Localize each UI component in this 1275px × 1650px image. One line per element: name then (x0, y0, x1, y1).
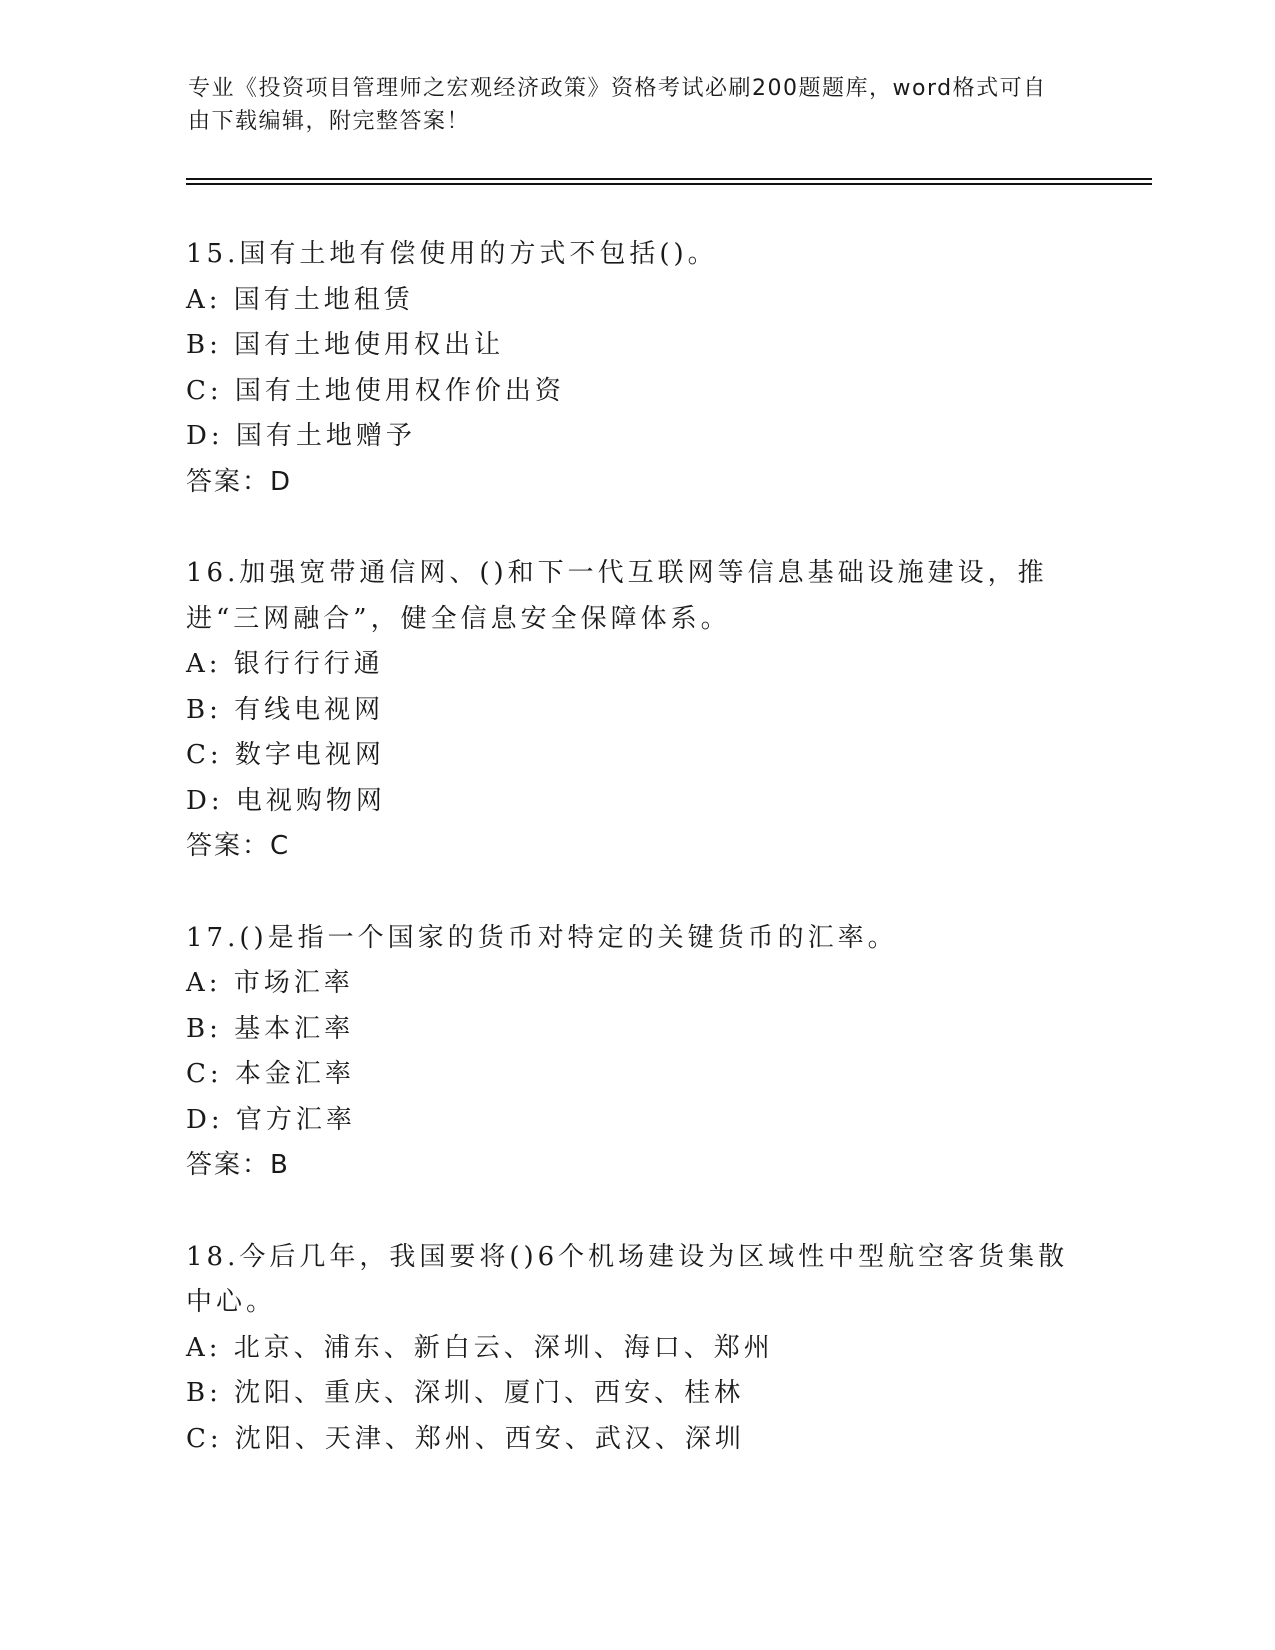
question-17 (186, 916, 1086, 1189)
question-stem: 17.()是指一个国家的货币对特定的关键货币的汇率。 (186, 922, 898, 953)
question-stem: 15.国有土地有偿使用的方式不包括()。 (186, 239, 718, 269)
option-b: B: 有线电视网 (186, 694, 385, 725)
question-list (186, 232, 1086, 1508)
question-stem: 18.今后几年，我国要将()6个机场建设为区域性中型航空客货集散中心。 (186, 1241, 1069, 1317)
question-18 (186, 1235, 1086, 1463)
question-15 (186, 232, 1086, 505)
option-c: C: 数字电视网 (186, 740, 385, 770)
answer-line: 答案：D (186, 466, 293, 497)
question-16 (186, 551, 1086, 870)
option-c: C: 沈阳、天津、郑州、西安、武汉、深圳 (186, 1423, 745, 1454)
option-c: C: 国有土地使用权作价出资 (186, 375, 565, 406)
option-b: B: 沈阳、重庆、深圳、厦门、西安、桂林 (186, 1378, 745, 1408)
option-c: C: 本金汇率 (186, 1059, 355, 1089)
option-a: A: 北京、浦东、新白云、深圳、海口、郑州 (186, 1332, 774, 1363)
option-a: A: 国有土地租赁 (186, 284, 414, 315)
option-a: A: 银行行行通 (186, 649, 384, 679)
document-header: 专业《投资项目管理师之宏观经济政策》资格考试必刷200题题库，word格式可自由下载编辑，附完整答案！ (188, 76, 1047, 134)
option-d: D: 电视购物网 (186, 785, 386, 816)
answer-line: 答案：C (186, 831, 291, 861)
question-stem: 16.加强宽带通信网、()和下一代互联网等信息基础设施建设，推进“三网融合”，健全信息安全保障体系。 (186, 558, 1048, 634)
option-b: B: 国有土地使用权出让 (186, 330, 505, 360)
option-b: B: 基本汇率 (186, 1013, 355, 1044)
answer-line: 答案：B (186, 1150, 290, 1180)
option-d: D: 国有土地赠予 (186, 421, 416, 451)
header-divider-bottom (186, 183, 1152, 185)
option-a: A: 市场汇率 (186, 968, 354, 998)
header-divider-top (186, 178, 1152, 180)
option-d: D: 官方汇率 (186, 1104, 356, 1135)
